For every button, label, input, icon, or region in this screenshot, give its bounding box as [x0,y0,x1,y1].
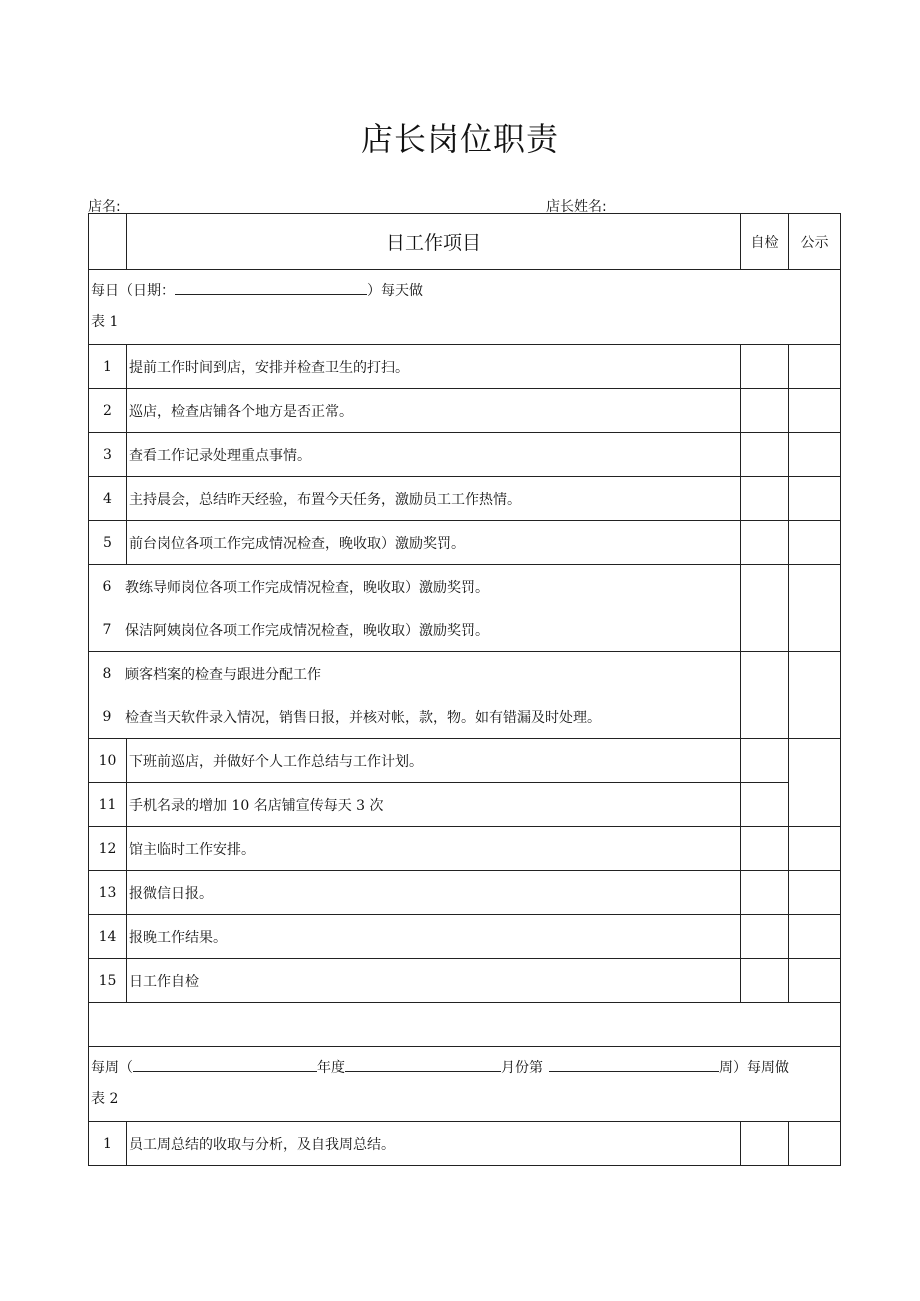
row-number: 3 [89,433,127,477]
publish-cell[interactable] [789,871,841,915]
row-text: 查看工作记录处理重点事情。 [127,433,741,477]
weekly-month-blank[interactable] [345,1057,501,1072]
self-check-cell[interactable] [741,565,789,652]
table-row-pair [89,652,841,739]
daily-table-label: 表 1 [91,314,119,330]
self-check-cell[interactable] [741,433,789,477]
duty-table [88,213,841,1166]
daily-section-row [89,270,841,345]
header-item: 日工作项目 [127,214,741,270]
row-number: 14 [89,915,127,959]
weekly-suffix: 周）每周做 [719,1060,789,1076]
weekly-table-label: 表 2 [91,1091,119,1107]
publish-cell[interactable] [789,521,841,565]
row-text: 前台岗位各项工作完成情况检查，晚收取）激励奖罚。 [127,521,741,565]
page-title: 店长岗位职责 [360,120,559,158]
row-number: 7 [102,621,112,638]
row-text: 顾客档案的检查与跟进分配工作 [125,666,321,683]
row-text: 检查当天软件录入情况，销售日报，并核对帐，款，物。如有错漏及时处理。 [125,709,601,726]
row-number: 1 [89,1122,127,1166]
weekly-year-blank[interactable] [133,1057,317,1072]
row-text: 日工作自检 [127,959,741,1003]
self-check-cell[interactable] [741,477,789,521]
weekly-month-label: 月份第 [501,1060,543,1076]
table-row [89,739,841,783]
blank-row [89,1003,841,1047]
publish-cell[interactable] [789,565,841,652]
self-check-cell[interactable] [741,521,789,565]
row-text: 员工周总结的收取与分析，及自我周总结。 [127,1122,741,1166]
row-number: 6 [102,578,112,595]
weekly-week-blank[interactable] [549,1057,719,1072]
table-row [89,827,841,871]
weekly-prefix: 每周（ [91,1060,133,1076]
table-row [89,521,841,565]
row-number: 15 [89,959,127,1003]
shop-name-label: 店名: [88,199,121,215]
self-check-cell[interactable] [741,739,789,783]
self-check-cell[interactable] [741,959,789,1003]
self-check-cell[interactable] [741,345,789,389]
daily-section [89,270,841,345]
table-row [89,477,841,521]
row-text: 巡店，检查店铺各个地方是否正常。 [127,389,741,433]
row-text: 馆主临时工作安排。 [127,827,741,871]
row-number: 5 [89,521,127,565]
row-number: 9 [102,708,112,725]
table-row [89,433,841,477]
row-number: 11 [89,783,127,827]
publish-cell[interactable] [789,739,841,827]
table-row-pair [89,565,841,652]
table-row [89,959,841,1003]
weekly-year-label: 年度 [317,1060,345,1076]
row-text: 保洁阿姨岗位各项工作完成情况检查，晚收取）激励奖罚。 [125,622,489,639]
self-check-cell[interactable] [741,871,789,915]
publish-cell[interactable] [789,477,841,521]
header-publish: 公示 [789,214,841,270]
publish-cell[interactable] [789,345,841,389]
daily-date-prefix: 每日（日期： [91,283,175,299]
row-text: 手机名录的增加 10 名店铺宣传每天 3 次 [127,783,741,827]
weekly-section [89,1047,841,1122]
row-number: 13 [89,871,127,915]
daily-date-suffix: ）每天做 [367,283,423,299]
header-blank-cell [89,214,127,270]
row-text: 主持晨会，总结昨天经验，布置今天任务，激励员工工作热情。 [127,477,741,521]
table-row [89,871,841,915]
row-number: 12 [89,827,127,871]
blank-cell [89,1003,841,1047]
self-check-cell[interactable] [741,827,789,871]
row-text: 提前工作时间到店，安排并检查卫生的打扫。 [127,345,741,389]
table-row [89,915,841,959]
row-number: 4 [89,477,127,521]
self-check-cell[interactable] [741,915,789,959]
row-text: 下班前巡店，并做好个人工作总结与工作计划。 [127,739,741,783]
publish-cell[interactable] [789,827,841,871]
row-number: 10 [89,739,127,783]
self-check-cell[interactable] [741,389,789,433]
publish-cell[interactable] [789,433,841,477]
row-number: 2 [89,389,127,433]
row-pair-cell [89,565,741,652]
row-text: 报微信日报。 [127,871,741,915]
publish-cell[interactable] [789,652,841,739]
publish-cell[interactable] [789,915,841,959]
publish-cell[interactable] [789,1122,841,1166]
manager-name-label: 店长姓名: [546,199,607,215]
table-row [89,1122,841,1166]
table-row [89,345,841,389]
publish-cell[interactable] [789,959,841,1003]
self-check-cell[interactable] [741,783,789,827]
self-check-cell[interactable] [741,1122,789,1166]
row-number: 8 [102,665,112,682]
publish-cell[interactable] [789,389,841,433]
row-pair-cell [89,652,741,739]
self-check-cell[interactable] [741,652,789,739]
daily-date-blank[interactable] [175,280,367,295]
header-self-check: 自检 [741,214,789,270]
table-row [89,389,841,433]
weekly-section-row [89,1047,841,1122]
header-row [89,214,841,270]
row-number: 1 [89,345,127,389]
row-text: 教练导师岗位各项工作完成情况检查，晚收取）激励奖罚。 [125,579,489,596]
row-text: 报晚工作结果。 [127,915,741,959]
table-row [89,783,841,827]
